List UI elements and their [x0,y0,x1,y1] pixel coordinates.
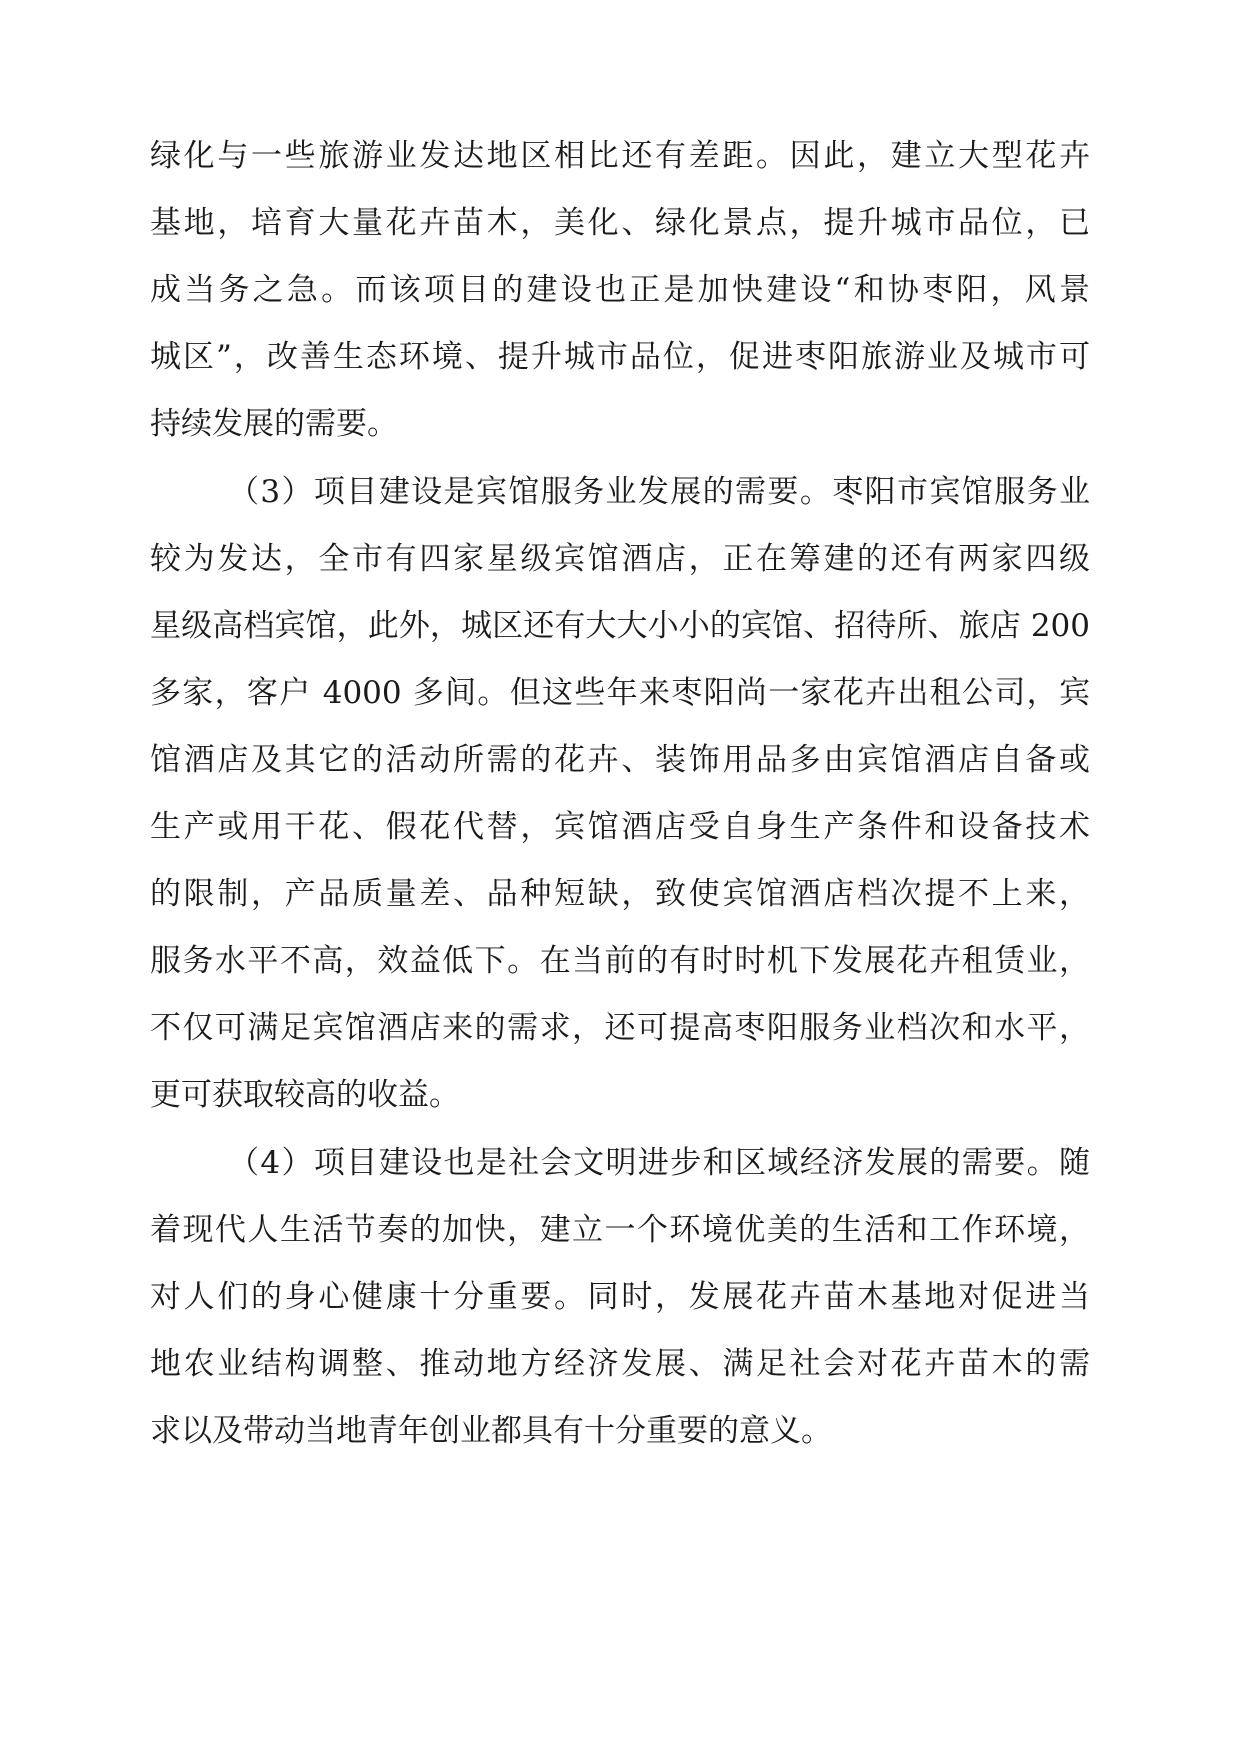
text-line: 对人们的身心健康十分重要。同时，发展花卉苗木基地对促进当 [150,1279,1090,1315]
text-line: 多家，客户 4000 多间。但这些年来枣阳尚一家花卉出租公司，宾 [150,675,1090,711]
text-line: 地农业结构调整、推动地方经济发展、满足社会对花卉苗木的需 [150,1346,1090,1382]
text-line: 较为发达，全市有四家星级宾馆酒店，正在筹建的还有两家四级 [150,541,1090,577]
text-line: 城区”，改善生态环境、提升城市品位，促进枣阳旅游业及城市可 [150,339,1090,375]
text-line: 馆酒店及其它的活动所需的花卉、装饰用品多由宾馆酒店自备或 [150,742,1090,778]
text-line: 服务水平不高，效益低下。在当前的有时时机下发展花卉租赁业， [150,943,1090,979]
text-line: 更可获取较高的收益。 [150,1077,460,1113]
text-line: 星级高档宾馆，此外，城区还有大大小小的宾馆、招待所、旅店 200 [150,608,1090,644]
text-line: 持续发展的需要。 [150,406,398,442]
text-line: 求以及带动当地青年创业都具有十分重要的意义。 [150,1413,832,1449]
text-line: 生产或用干花、假花代替，宾馆酒店受自身生产条件和设备技术 [150,809,1090,845]
text-line: （4）项目建设也是社会文明进步和区域经济发展的需要。随 [228,1145,1090,1181]
text-line: 着现代人生活节奏的加快，建立一个环境优美的生活和工作环境， [150,1212,1090,1248]
text-line: （3）项目建设是宾馆服务业发展的需要。枣阳市宾馆服务业 [228,474,1090,510]
text-line: 基地，培育大量花卉苗木，美化、绿化景点，提升城市品位，已 [150,205,1090,241]
text-line: 成当务之急。而该项目的建设也正是加快建设“和协枣阳，风景 [150,272,1090,308]
text-line: 绿化与一些旅游业发达地区相比还有差距。因此，建立大型花卉 [150,138,1090,174]
text-line: 的限制，产品质量差、品种短缺，致使宾馆酒店档次提不上来， [150,876,1090,912]
text-line: 不仅可满足宾馆酒店来的需求，还可提高枣阳服务业档次和水平， [150,1010,1090,1046]
